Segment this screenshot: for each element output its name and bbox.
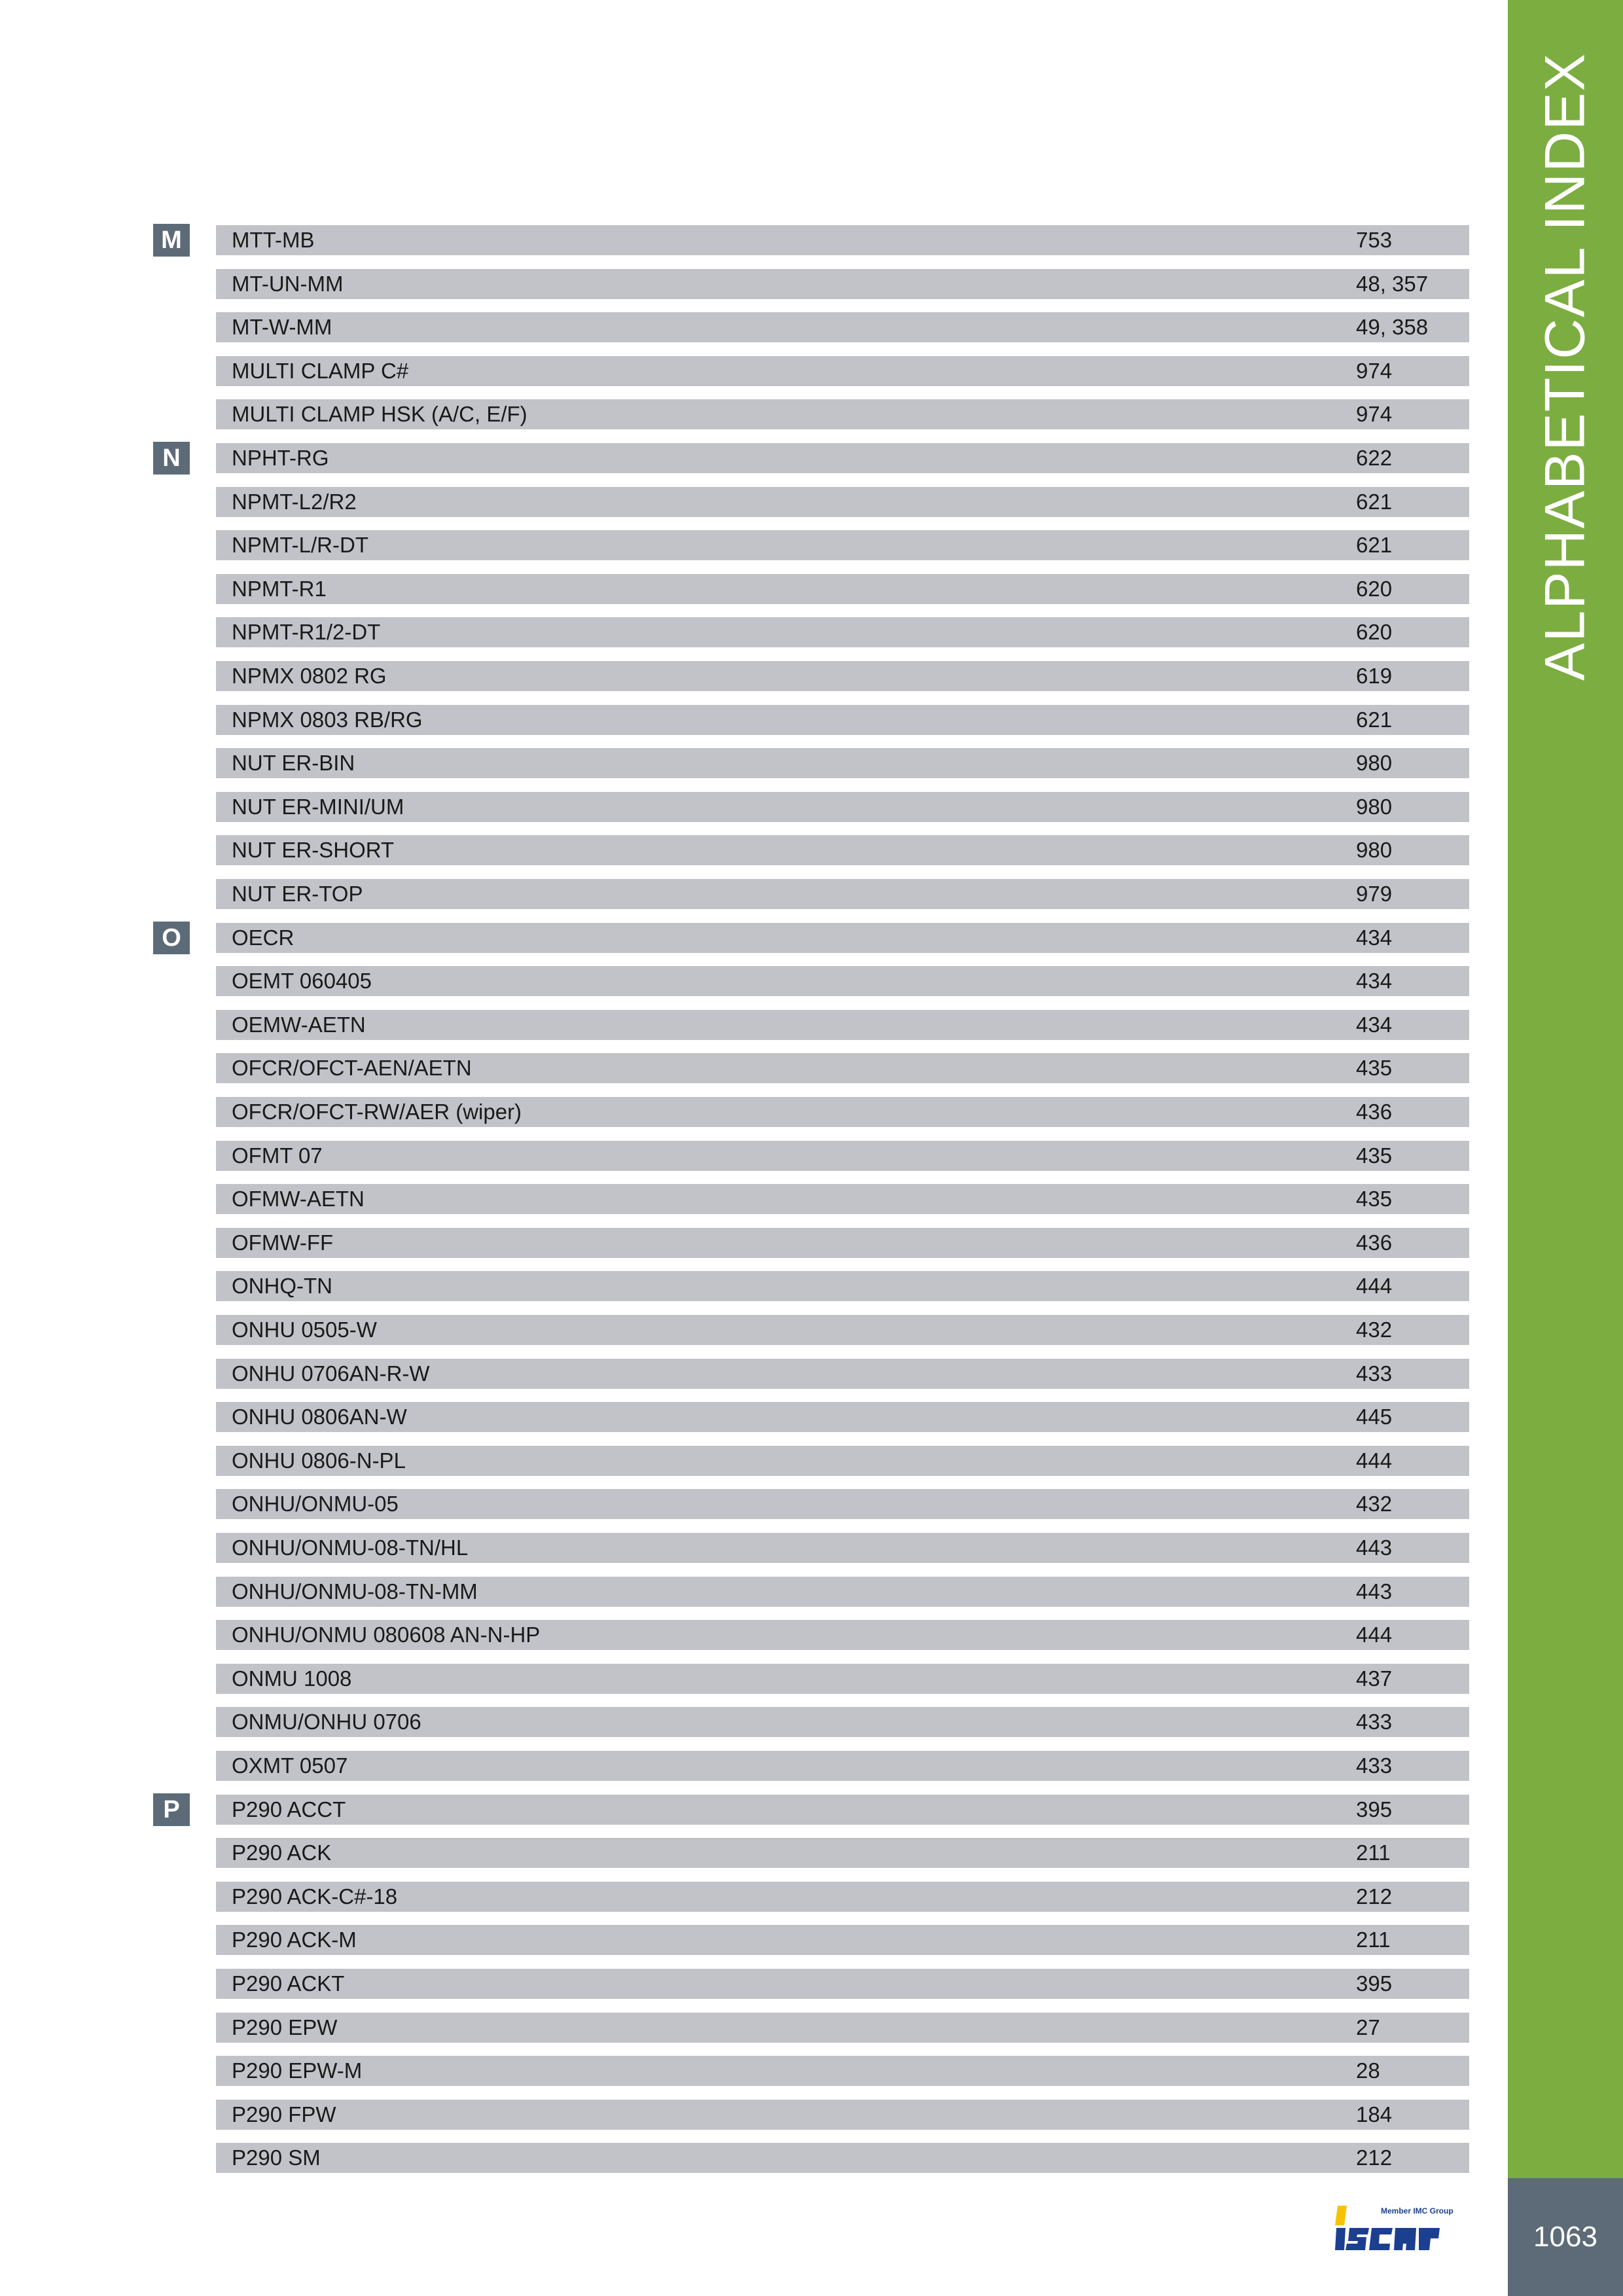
index-row <box>216 1141 1469 1171</box>
entry-page: 435 <box>1356 1056 1393 1081</box>
sidebar <box>1508 0 1623 2178</box>
index-row <box>216 1664 1469 1694</box>
entry-page: 434 <box>1356 925 1393 950</box>
index-row <box>216 923 1469 953</box>
index-row <box>216 1969 1469 1999</box>
entry-name: ONHU 0505-W <box>232 1318 377 1342</box>
entry-name: ONHU/ONMU-08-TN/HL <box>232 1535 469 1560</box>
index-row <box>216 1359 1469 1389</box>
entry-name: ONMU/ONHU 0706 <box>232 1710 421 1734</box>
entry-name: NPMX 0803 RB/RG <box>232 707 423 732</box>
index-row <box>216 530 1469 560</box>
index-row <box>216 574 1469 604</box>
iscar-logo <box>1335 2199 1466 2258</box>
entry-name: P290 ACCT <box>232 1797 346 1821</box>
entry-page: 974 <box>1356 358 1393 383</box>
index-row <box>216 1271 1469 1301</box>
entry-name: NPHT-RG <box>232 446 329 470</box>
entry-page: 432 <box>1356 1492 1393 1516</box>
entry-name: OEMT 060405 <box>232 969 372 994</box>
index-row <box>216 356 1469 386</box>
entry-name: OFCR/OFCT-RW/AER (wiper) <box>232 1100 522 1124</box>
entry-page: 212 <box>1356 2145 1393 2170</box>
entry-page: 48, 357 <box>1356 271 1429 296</box>
entry-page: 437 <box>1356 1666 1393 1691</box>
entry-page: 444 <box>1356 1274 1393 1299</box>
entry-page: 436 <box>1356 1100 1393 1124</box>
entry-name: P290 ACK <box>232 1840 332 1865</box>
entry-page: 435 <box>1356 1143 1393 1168</box>
index-row <box>216 1838 1469 1868</box>
entry-page: 212 <box>1356 1884 1393 1909</box>
index-row <box>216 1184 1469 1214</box>
entry-name: ONHU 0806-N-PL <box>232 1448 406 1473</box>
section-letter: O <box>153 922 190 954</box>
index-row <box>216 705 1469 735</box>
index-row <box>216 1620 1469 1650</box>
entry-name: MULTI CLAMP C# <box>232 358 409 383</box>
index-row <box>216 2143 1469 2173</box>
entry-name: OFMW-FF <box>232 1230 334 1255</box>
index-row <box>216 1533 1469 1563</box>
entry-name: NUT ER-MINI/UM <box>232 794 404 819</box>
index-row <box>216 443 1469 473</box>
entry-page: 445 <box>1356 1405 1393 1429</box>
page-number: 1063 <box>1533 2221 1597 2253</box>
entry-name: ONHU/ONMU-08-TN-MM <box>232 1579 478 1604</box>
index-row <box>216 399 1469 429</box>
index-row <box>216 1577 1469 1607</box>
index-row <box>216 487 1469 517</box>
entry-name: OFCR/OFCT-AEN/AETN <box>232 1056 472 1081</box>
index-row <box>216 1010 1469 1040</box>
entry-page: 433 <box>1356 1361 1393 1386</box>
page-number-box <box>1508 2178 1623 2296</box>
entry-name: OXMT 0507 <box>232 1753 348 1778</box>
entry-name: NPMT-R1 <box>232 576 327 601</box>
entry-page: 619 <box>1356 664 1393 688</box>
index-row <box>216 1751 1469 1781</box>
logo-wordmark <box>1335 2228 1440 2250</box>
index-row <box>216 2013 1469 2043</box>
entry-name: ONHU 0706AN-R-W <box>232 1361 430 1386</box>
index-row <box>216 1097 1469 1127</box>
index-row <box>216 617 1469 647</box>
entry-name: ONHU/ONMU-05 <box>232 1492 399 1516</box>
index-row <box>216 792 1469 822</box>
entry-page: 621 <box>1356 489 1393 514</box>
entry-page: 620 <box>1356 620 1393 645</box>
entry-name: NUT ER-SHORT <box>232 838 395 863</box>
index-row <box>216 2100 1469 2130</box>
entry-name: MTT-MB <box>232 228 315 252</box>
entry-name: NPMT-L2/R2 <box>232 489 357 514</box>
entry-page: 980 <box>1356 838 1393 863</box>
entry-page: 184 <box>1356 2102 1393 2126</box>
entry-page: 436 <box>1356 1230 1393 1255</box>
index-row <box>216 661 1469 691</box>
index-row <box>216 225 1469 255</box>
entry-name: ONHQ-TN <box>232 1274 332 1299</box>
entry-page: 622 <box>1356 446 1393 470</box>
entry-page: 395 <box>1356 1971 1393 1996</box>
index-row <box>216 1053 1469 1083</box>
index-row <box>216 1402 1469 1432</box>
entry-name: NPMX 0802 RG <box>232 664 387 688</box>
entry-page: 980 <box>1356 794 1393 819</box>
entry-page: 433 <box>1356 1710 1393 1734</box>
index-row <box>216 1795 1469 1825</box>
section-letter: N <box>153 442 190 475</box>
index-row <box>216 1446 1469 1476</box>
entry-page: 444 <box>1356 1623 1393 1647</box>
index-row <box>216 966 1469 996</box>
index-row <box>216 1882 1469 1912</box>
entry-name: P290 EPW-M <box>232 2058 363 2083</box>
entry-name: OEMW-AETN <box>232 1012 366 1037</box>
section-letter: M <box>153 224 190 257</box>
section-letter: P <box>153 1793 190 1826</box>
entry-name: NUT ER-BIN <box>232 751 355 776</box>
entry-page: 433 <box>1356 1753 1393 1778</box>
index-row <box>216 2056 1469 2086</box>
entry-name: ONHU/ONMU 080608 AN-N-HP <box>232 1623 541 1647</box>
entry-page: 444 <box>1356 1448 1393 1473</box>
sidebar-title: ALPHABETICAL INDEX <box>1533 52 1597 681</box>
entry-page: 620 <box>1356 576 1393 601</box>
entry-page: 753 <box>1356 228 1393 252</box>
entry-page: 432 <box>1356 1318 1393 1342</box>
entry-page: 211 <box>1356 1928 1391 1952</box>
index-row <box>216 1925 1469 1955</box>
entry-name: P290 SM <box>232 2145 321 2170</box>
index-row <box>216 835 1469 865</box>
entry-page: 27 <box>1356 2015 1380 2039</box>
entry-page: 28 <box>1356 2058 1380 2083</box>
index-row <box>216 748 1469 778</box>
index-row <box>216 1489 1469 1519</box>
entry-page: 49, 358 <box>1356 315 1429 340</box>
entry-page: 974 <box>1356 402 1393 427</box>
entry-name: MT-W-MM <box>232 315 332 340</box>
logo-swoosh <box>1335 2206 1347 2225</box>
entry-page: 980 <box>1356 751 1393 776</box>
index-row <box>216 1707 1469 1737</box>
entry-name: OFMW-AETN <box>232 1187 365 1211</box>
entry-page: 443 <box>1356 1579 1393 1604</box>
entry-page: 395 <box>1356 1797 1393 1821</box>
entry-name: P290 ACK-M <box>232 1928 357 1952</box>
entry-name: NPMT-R1/2-DT <box>232 620 381 645</box>
entry-name: OECR <box>232 925 294 950</box>
entry-name: MT-UN-MM <box>232 271 344 296</box>
index-row <box>216 1228 1469 1258</box>
entry-name: NUT ER-TOP <box>232 882 363 906</box>
entry-page: 979 <box>1356 882 1393 906</box>
entry-page: 434 <box>1356 1012 1393 1037</box>
index-row <box>216 312 1469 342</box>
entry-name: P290 EPW <box>232 2015 338 2039</box>
entry-page: 211 <box>1356 1840 1391 1865</box>
entry-page: 621 <box>1356 707 1393 732</box>
logo-tagline: Member IMC Group <box>1381 2206 1454 2215</box>
entry-name: MULTI CLAMP HSK (A/C, E/F) <box>232 402 527 427</box>
entry-name: OFMT 07 <box>232 1143 323 1168</box>
index-row <box>216 879 1469 909</box>
entry-name: ONMU 1008 <box>232 1666 352 1691</box>
entry-page: 434 <box>1356 969 1393 994</box>
entry-name: P290 ACKT <box>232 1971 345 1996</box>
entry-name: P290 FPW <box>232 2102 336 2126</box>
index-row <box>216 269 1469 299</box>
entry-name: ONHU 0806AN-W <box>232 1405 407 1429</box>
entry-page: 435 <box>1356 1187 1393 1211</box>
entry-name: NPMT-L/R-DT <box>232 533 368 558</box>
entry-page: 443 <box>1356 1535 1393 1560</box>
entry-page: 621 <box>1356 533 1393 558</box>
entry-name: P290 ACK-C#-18 <box>232 1884 398 1909</box>
index-row <box>216 1315 1469 1345</box>
